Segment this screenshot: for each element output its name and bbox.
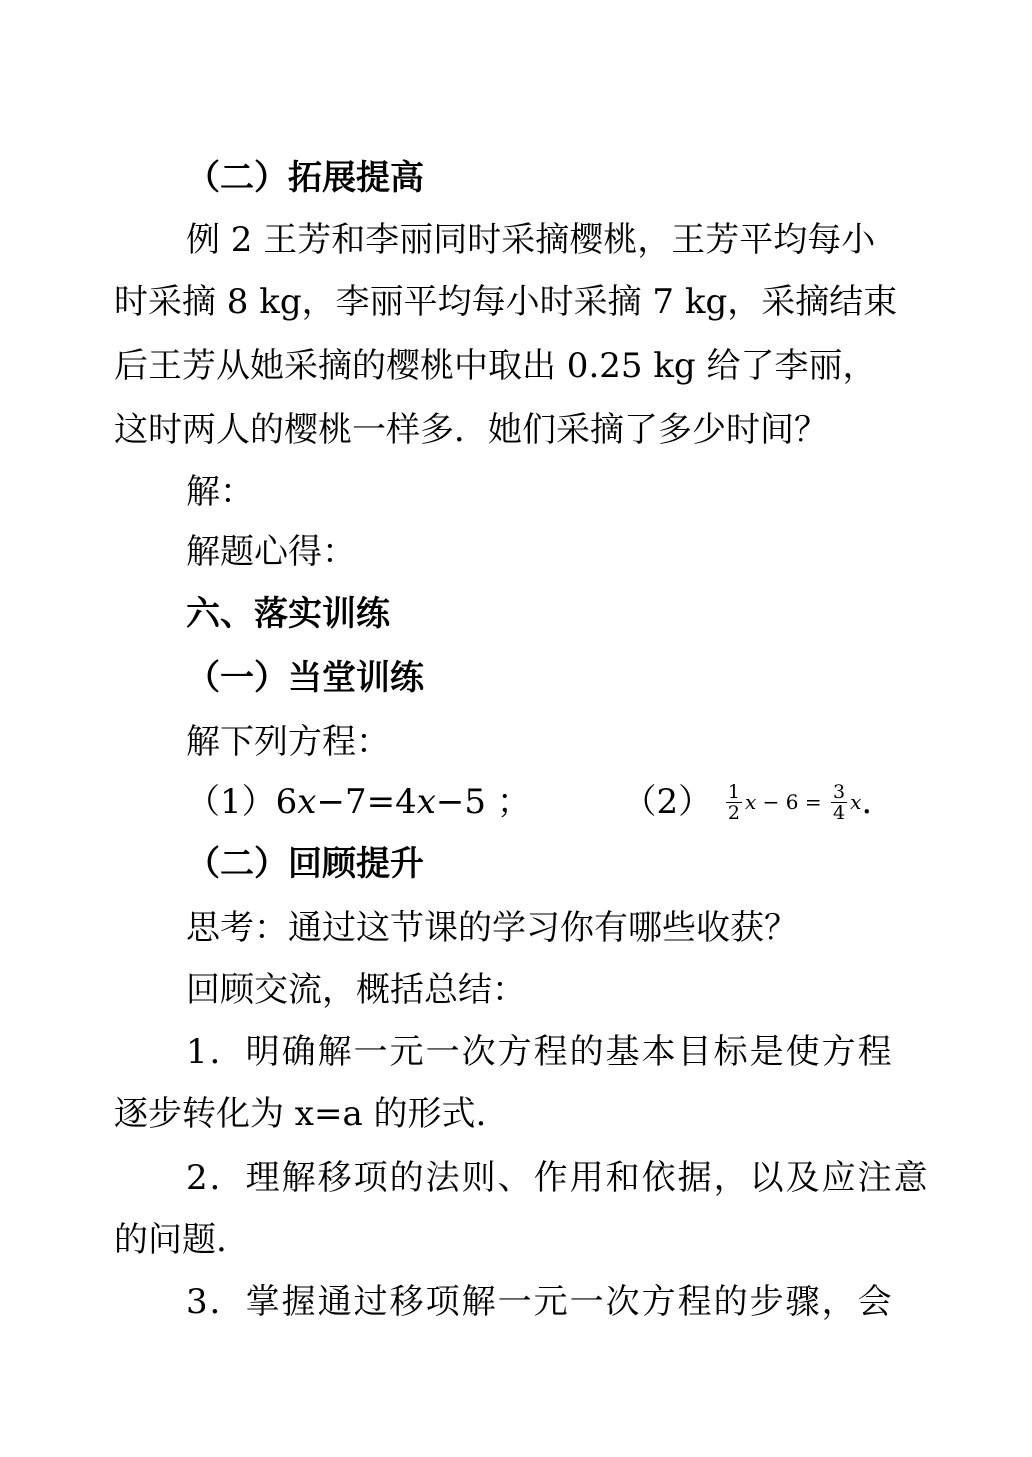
equation2-end: . xyxy=(861,782,873,822)
equation2-label: （2） xyxy=(622,782,713,822)
equation1-var2: x xyxy=(416,782,436,822)
point1-line1: 1．明确解一元一次方程的基本目标是使方程 xyxy=(186,1032,894,1072)
equation2-fraction2 xyxy=(831,782,847,823)
solve-prompt: 解下列方程： xyxy=(186,722,390,762)
solution-label: 解： xyxy=(186,472,254,512)
point3-line1: 3．掌握通过移项解一元一次方程的步骤，会 xyxy=(186,1282,894,1322)
point1-line2: 逐步转化为 x=a 的形式. xyxy=(114,1094,487,1134)
equation2 xyxy=(622,782,872,822)
heading-extend: （二）拓展提高 xyxy=(186,158,424,198)
point2-line2: 的问题. xyxy=(114,1220,227,1260)
review-exchange: 回顾交流，概括总结： xyxy=(186,970,526,1010)
equation1-tail: −5 ； xyxy=(435,782,531,822)
example2-line1: 例 2 王芳和李丽同时采摘樱桃，王芳平均每小 xyxy=(186,220,876,260)
fraction1-numerator: 1 xyxy=(727,780,741,803)
equation2-middle xyxy=(745,790,828,814)
equation1-coef: 6 xyxy=(275,782,298,822)
fraction1-denominator: 2 xyxy=(727,801,741,824)
equation1 xyxy=(186,782,542,822)
fraction2-denominator: 4 xyxy=(832,801,846,824)
equation1-var1: x xyxy=(297,782,317,822)
example2-line4: 这时两人的樱桃一样多．她们采摘了多少时间？ xyxy=(114,410,828,450)
equation1-label: （1） xyxy=(186,782,276,822)
example2-line3: 后王芳从她采摘的樱桃中取出 0.25 kg 给了李丽， xyxy=(114,346,877,386)
section6-title: 六、落实训练 xyxy=(186,594,390,634)
point2-line1: 2．理解移项的法则、作用和依据，以及应注意 xyxy=(186,1158,930,1198)
insight-label: 解题心得： xyxy=(186,532,356,572)
equations-row xyxy=(0,770,1032,834)
heading-class-training: （一）当堂训练 xyxy=(186,658,424,698)
heading-review: （二）回顾提升 xyxy=(186,844,424,884)
fraction2-numerator: 3 xyxy=(832,780,846,803)
think-question: 思考：通过这节课的学习你有哪些收获？ xyxy=(186,908,798,948)
equation1-mid: −7=4 xyxy=(316,782,417,822)
equation2-fraction1 xyxy=(726,782,742,823)
equation2-mid: − 6 = xyxy=(756,790,828,814)
equation2-end-group xyxy=(850,790,861,814)
equation2-var1: x xyxy=(745,790,757,814)
example2-line2: 时采摘 8 kg，李丽平均每小时采摘 7 kg，采摘结束 xyxy=(114,282,898,322)
equation2-var2: x xyxy=(850,790,862,814)
